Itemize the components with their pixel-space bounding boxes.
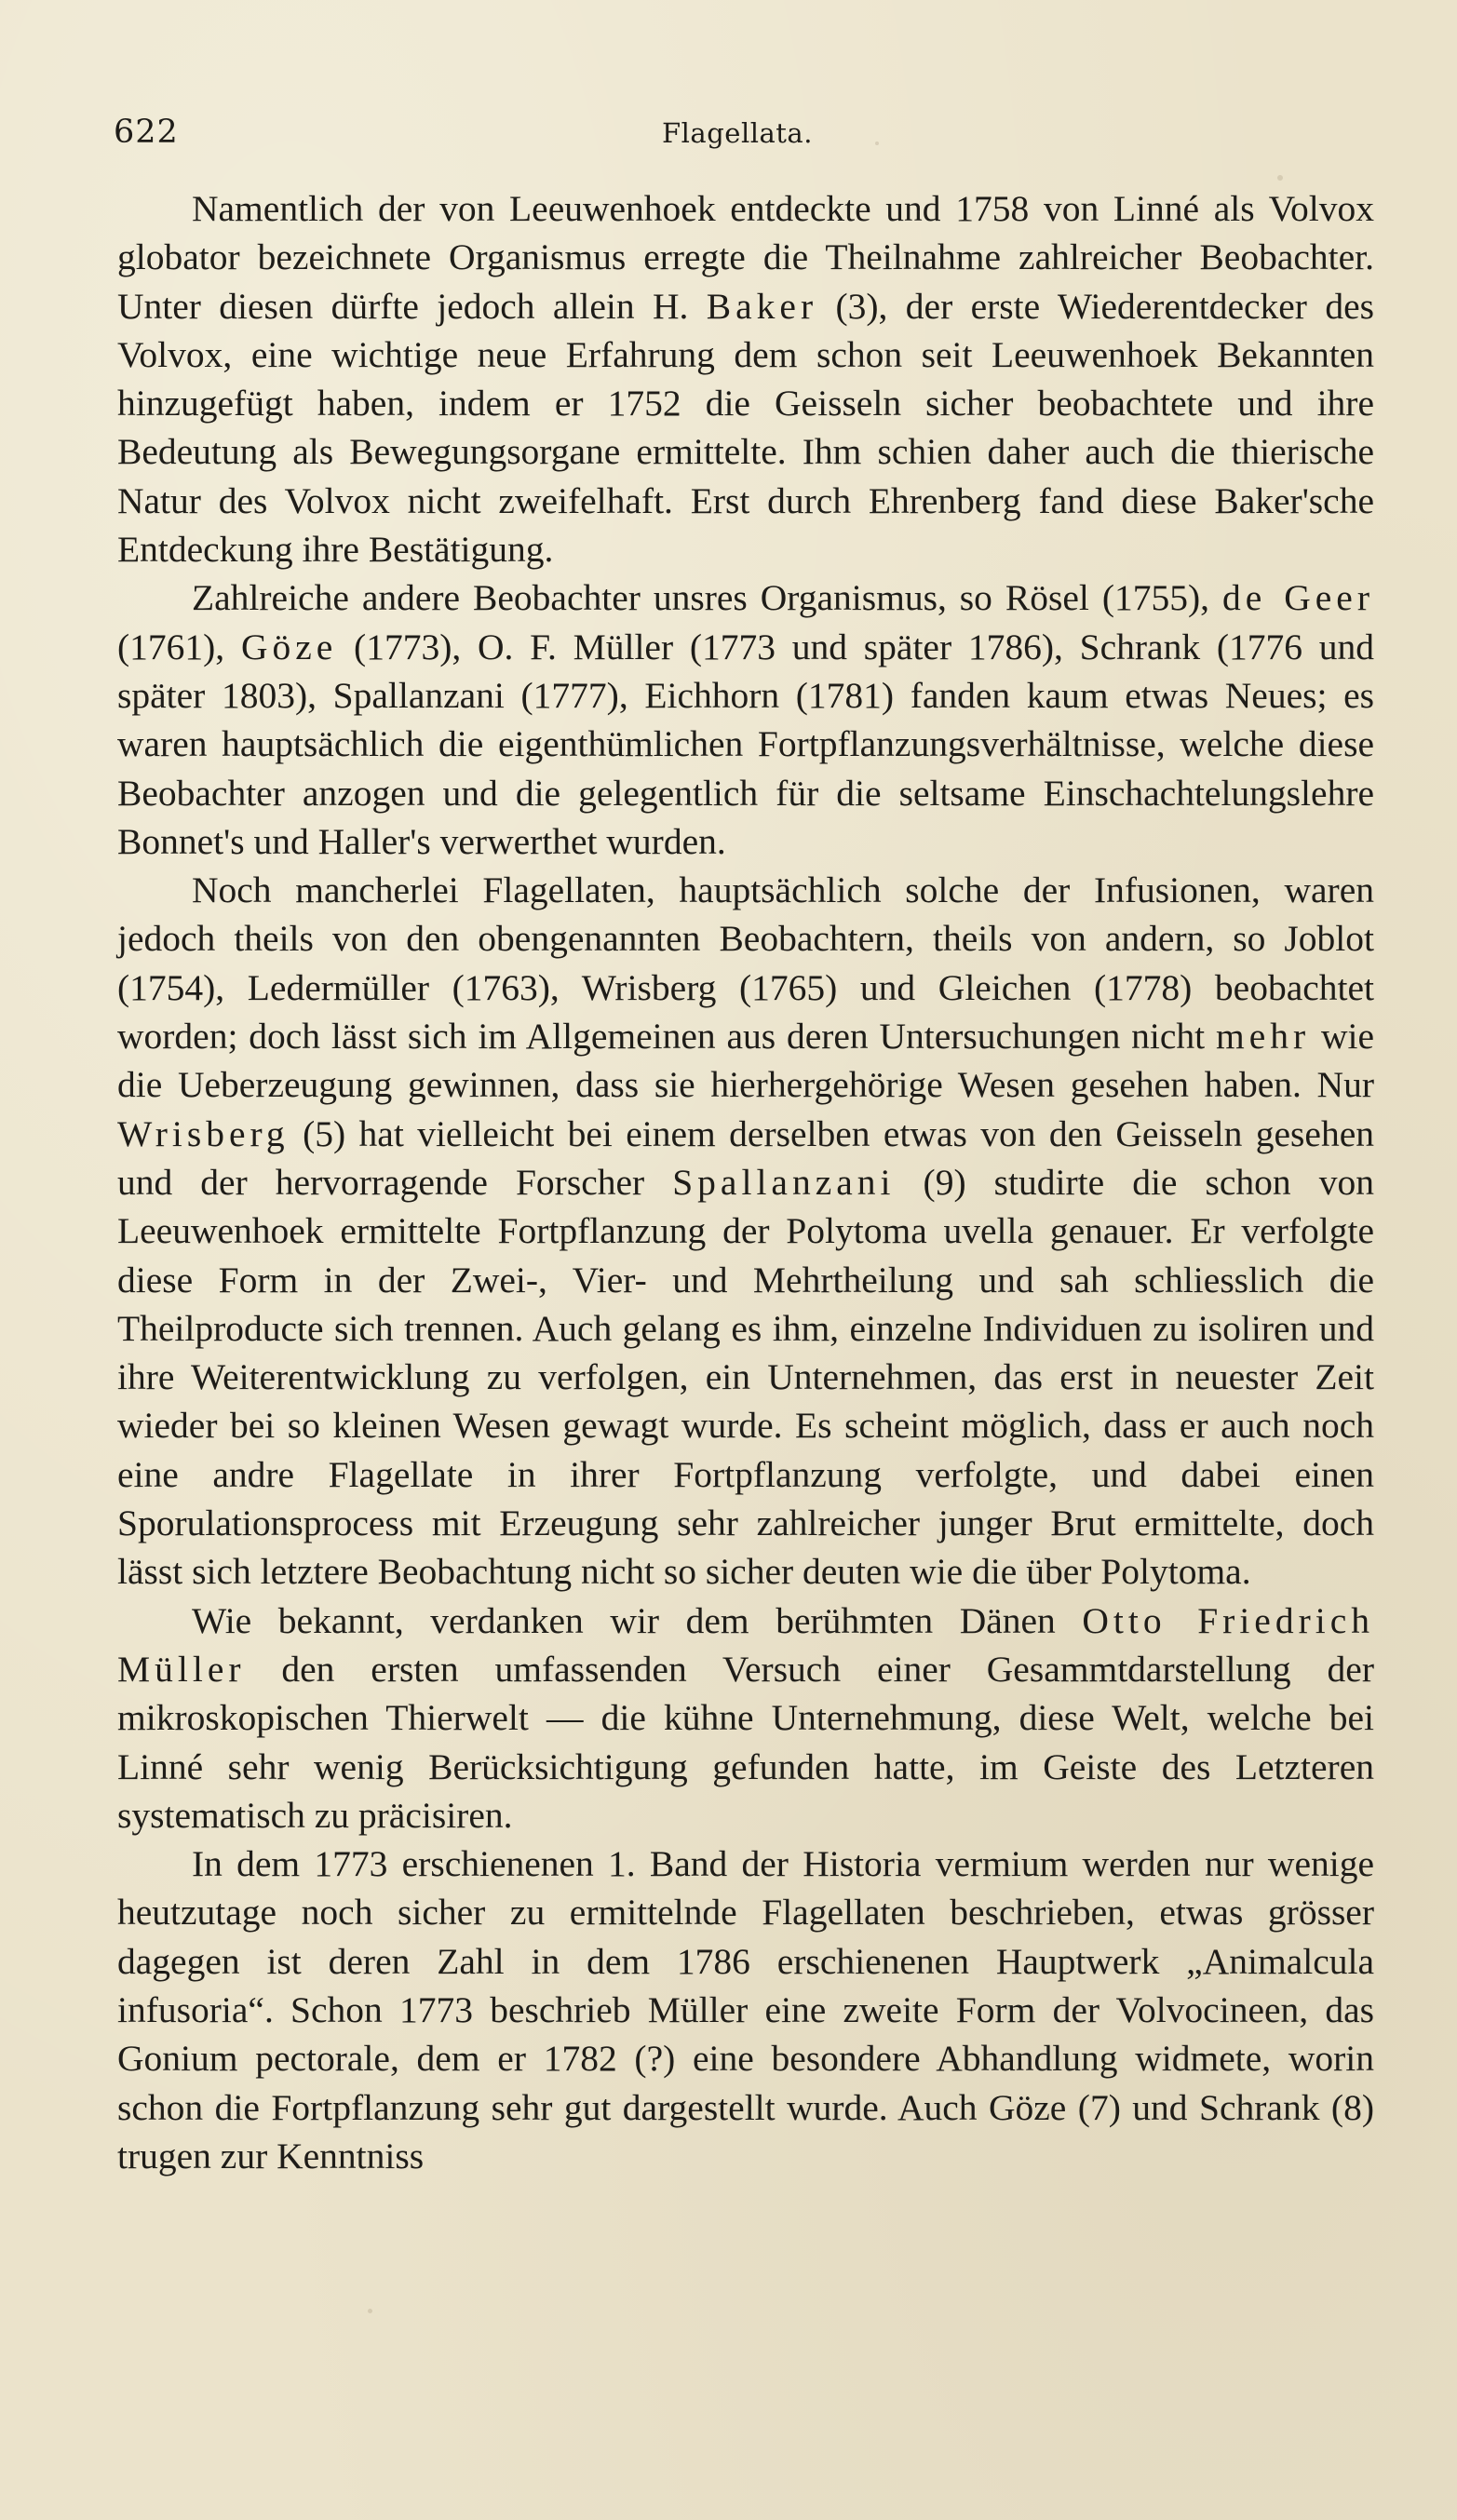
page-header xyxy=(114,114,1361,160)
text-run: Namentlich der von Leeuwenhoek entdeckte und 1758 von Linné als Volvox globator bezeichnete Organismus erregte die Theilnahme zahlreicher Beobachter. Unter diesen dürfte jedoch allein H. xyxy=(117,188,1374,327)
paragraph xyxy=(117,1839,1374,2180)
text-run: In dem 1773 erschienenen 1. Band der Historia vermium werden nur wenige heutzutage noch sicher zu ermittelnde Flagellaten beschrieben, etwas grösser dagegen ist deren Zahl in dem 1786 erschienenen Hauptwerk „Animalcula infusoria“. Schon 1773 beschrieb Müller eine zweite Form der Volvocineen, das Gonium pectorale, dem er 1782 (?) eine besondere Abhandlung widmete, worin schon die Fortpflanzung sehr gut dargestellt wurde. Auch Göze (7) und Schrank (8) trugen zur Kenntniss xyxy=(117,1843,1374,2176)
spaced-name: mehr xyxy=(1215,1016,1311,1058)
text-run: Noch mancherlei Flagellaten, hauptsächlich solche der Infusionen, waren jedoch theils von den obengenannten Beobachtern, theils von andern, so Joblot (1754), Ledermüller (1763), Wrisberg (1765) und Gleichen (1778) beobachtet worden; doch lässt sich im Allgemeinen aus deren Untersuchungen nicht xyxy=(117,869,1374,1058)
text-run: den ersten umfassenden Versuch einer Gesammtdarstellung der mikroskopischen Thierwelt — die kühne Unternehmung, diese Welt, welche bei Linné sehr wenig Berücksichtigung gefunden hatte, im Geiste des Letzteren systematisch zu präcisiren. xyxy=(117,1648,1374,1836)
text-run: (3), der erste Wiederentdecker des Volvox, eine wichtige neue Erfahrung dem schon seit Leeuwenhoek Bekannten hinzugefügt haben, indem er 1752 die Geisseln sicher beobachtete und ihre Bedeutung als Bewegungsorgane ermittelte. Ihm schien daher auch die thierische Natur des Volvox nicht zweifelhaft. Erst durch Ehrenberg fand diese Baker'sche Entdeckung ihre Bestätigung. xyxy=(117,285,1374,571)
text-run: (9) studirte die schon von Leeuwenhoek ermittelte Fortpflanzung der Polytoma uvella genauer. Er verfolgte diese Form in der Zwei-, Vier- und Mehrtheilung und sah schliesslich die Theilproducte sich trennen. Auch gelang es ihm, einzelne Individuen zu isoliren und ihre Weiterentwicklung zu verfolgen, ein Unternehmen, das erst in neuester Zeit wieder bei so kleinen Wesen gewagt wurde. Es scheint möglich, dass er auch noch eine andre Flagellate in ihrer Fortpflanzung verfolgte, und dabei einen Sporulationsprocess mit Erzeugung sehr zahlreicher junger Brut ermittelte, doch lässt sich letztere Beobachtung nicht so sicher deuten wie die über Polytoma. xyxy=(117,1161,1374,1593)
spaced-name: Otto Friedrich Müller xyxy=(117,1599,1374,1690)
paper-stain xyxy=(368,2309,372,2313)
text-run: (1773), O. F. Müller (1773 und später 1786), Schrank (1776 und später 1803), Spallanzani (1777), Eichhorn (1781) fanden kaum etwas Neues; es waren hauptsächlich die eigenthümlichen Fortpflanzungsverhältnisse, welche diese Beobachter anzogen und die gelegentlich für die seltsame Einschachtelungslehre Bonnet's und Haller's verwerthet wurden. xyxy=(117,626,1375,862)
running-title: Flagellata. xyxy=(662,117,813,149)
spaced-name: de Geer xyxy=(1222,577,1374,619)
body-text xyxy=(117,184,1374,2180)
text-run: Zahlreiche andere Beobachter unsres Organismus, so Rösel (1755), xyxy=(192,577,1222,619)
paper-stain xyxy=(1277,175,1283,181)
text-run: (1761), xyxy=(117,626,241,667)
spaced-name: Spallanzani xyxy=(672,1161,896,1203)
text-run: Wie bekannt, verdanken wir dem berühmten Dänen xyxy=(192,1599,1083,1641)
text-run: wie die Ueberzeugung gewinnen, dass sie hierhergehörige Wesen gesehen haben. Nur xyxy=(117,1016,1374,1106)
spaced-name: Göze xyxy=(240,626,338,667)
paragraph xyxy=(117,573,1374,866)
spaced-name: Baker xyxy=(706,285,818,327)
page-number: 622 xyxy=(114,114,179,151)
text-run: (5) hat vielleicht bei einem derselben etwas von den Geisseln gesehen und der hervorragende Forscher xyxy=(117,1112,1374,1203)
paragraph xyxy=(117,1597,1374,1839)
paragraph xyxy=(117,184,1374,573)
spaced-name: Wrisberg xyxy=(117,1112,290,1154)
paragraph xyxy=(117,866,1374,1596)
